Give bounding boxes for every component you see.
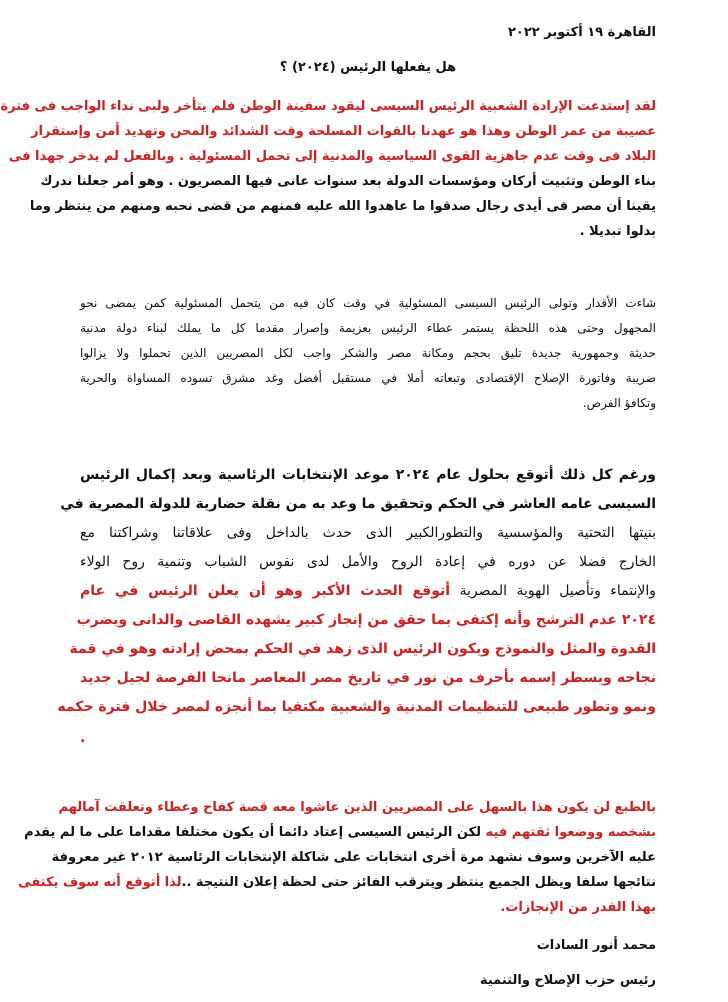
paragraph-4-red-segment: لذا أتوقع أنه سوف يكتفى [18, 875, 182, 890]
signature-name: محمد أنور السادات [536, 938, 656, 953]
paragraph-2-line: حديثة وجمهورية جديدة تليق بحجم ومكانة مصر والشكر واجب لكل المصريين الذين تحملوا ولا يزالوا [80, 346, 656, 360]
paragraph-3-line: القدوة والمثل والنموذج ويكون الرئيس الذى زهد في الحكم بمحض إرادته وهو في قمة [69, 641, 656, 657]
paragraph-1-line: بناء الوطن وتثبيت أركان ومؤسسات الدولة بعد سنوات عانى فيها المصريون . وهو أمر جعلنا ندرك [40, 174, 656, 189]
paragraph-3-line: . [80, 730, 86, 746]
paragraph-4-black-segment: لكن الرئيس السيسى إعتاد دائما أن يكون مختلفا مقداما على ما لم يقدم [24, 825, 482, 840]
paragraph-4-line: بالطبع لن يكون هذا بالسهل على المصريين الذين عاشوا معه قصة كفاح وعطاء وتعلقت آمالهم [58, 800, 656, 815]
paragraph-3-line: ورغم كل ذلك أتوقع بحلول عام ٢٠٢٤ موعد الإنتخابات الرئاسية وبعد إكمال الرئيس [80, 467, 656, 483]
paragraph-3-line: ونمو وتطور طبيعى للتنظيمات المدنية والشعبية مكتفيا بما أنجزه لمصر خلال فترة حكمه [57, 699, 656, 715]
paragraph-2-line: المجهول وحتى هذه اللحظة يستمر عطاء الرئيس بعزيمة وإصرار مقدما كل ما يملك لبناء دولة مدنية [80, 321, 656, 335]
paragraph-1-line: البلاد فى وقت عدم جاهزية القوى السياسية والمدنية إلى تحمل المسئولية . وبالفعل لم يدخر جهدا فى [8, 149, 656, 164]
document-title: هل يفعلها الرئيس (٢٠٢٤) ؟ [279, 60, 457, 75]
paragraph-1-line: بدلوا تبديلا . [579, 224, 656, 239]
paragraph-3-line: السيسى عامه العاشر في الحكم وتحقيق ما وعد به من نقلة حضارية للدولة المصرية في [60, 496, 656, 512]
paragraph-3-line: بنيتها التحتية والمؤسسية والتطورالكبير الذى حدث بالداخل وفى علاقاتنا وشراكتنا مع [80, 525, 656, 541]
paragraph-3-red-segment: أتوقع الحدث الأكبر وهو أن يعلن الرئيس في عام [80, 583, 451, 599]
paragraph-2-line: شاءت الأقدار وتولى الرئيس السيسى المسئولية في وقت كان فيه من يتحمل المسئولية كمن يمضى نحو [80, 296, 656, 310]
paragraph-1-line: يقينا أن مصر فى أيدى رجال صدقوا ما عاهدوا الله عليه فمنهم من قضى نحبه ومنهم من ينتظر وما [29, 199, 656, 214]
document-date: القاهرة ١٩ أكتوبر ٢٠٢٢ [507, 25, 656, 40]
paragraph-3-line: ٢٠٢٤ عدم الترشح وأنه إكتفى بما حقق من إنجاز كبير يشهده القاصى والدانى ويضرب [76, 612, 656, 628]
paragraph-3-line: نجاحه ويسطر إسمه بأحرف من نور في تاريخ مصر المعاصر مانحا الفرصة لجيل جديد [80, 670, 656, 686]
paragraph-2-line: وتكافؤ الفرص. [582, 396, 656, 410]
paragraph-3-line-mixed [80, 580, 656, 602]
paragraph-4-line-mixed [24, 822, 656, 844]
paragraph-1-line: لقد إستدعت الإرادة الشعبية الرئيس السيسى ليقود سفينة الوطن فلم يتأخر ولبى نداء الواجب فى فترة [0, 99, 656, 114]
paragraph-4-line-mixed [18, 872, 656, 894]
signature-title: رئيس حزب الإصلاح والتنمية [479, 973, 656, 988]
paragraph-4-line: عليه الآخرين وسوف نشهد مرة أخرى انتخابات على شاكلة الإنتخابات الرئاسية ٢٠١٢ غير معروفة [51, 850, 656, 865]
paragraph-1-line: عصيبة من عمر الوطن وهذا هو عهدنا بالقوات المسلحة وقت الشدائد والمحن وتهديد أمن وإستقرار [30, 124, 656, 139]
paragraph-4-red-segment: بشخصه ووضعوا ثقتهم فيه [481, 825, 656, 840]
paragraph-4-black-segment: نتائجها سلفا ويظل الجميع ينتظر ويترقب الفائز حتى لحظة إعلان النتيجة .. [181, 875, 656, 890]
paragraph-3-line: الخارج فضلا عن دوره في إعادة الروح والأمل لدى نفوس الشباب وتنمية روح الولاء [80, 554, 656, 570]
paragraph-3-black-segment: والإنتماء وتأصيل الهوية المصرية [450, 583, 656, 599]
paragraph-4-line: بهذا القدر من الإنجازات. [500, 900, 656, 915]
paragraph-2-line: ضريبة وفاتورة الإصلاح الإقتصادى وتبعاته أملا في مستقبل أفضل وغد مشرق تسوده المساواة والحرية [80, 371, 656, 385]
